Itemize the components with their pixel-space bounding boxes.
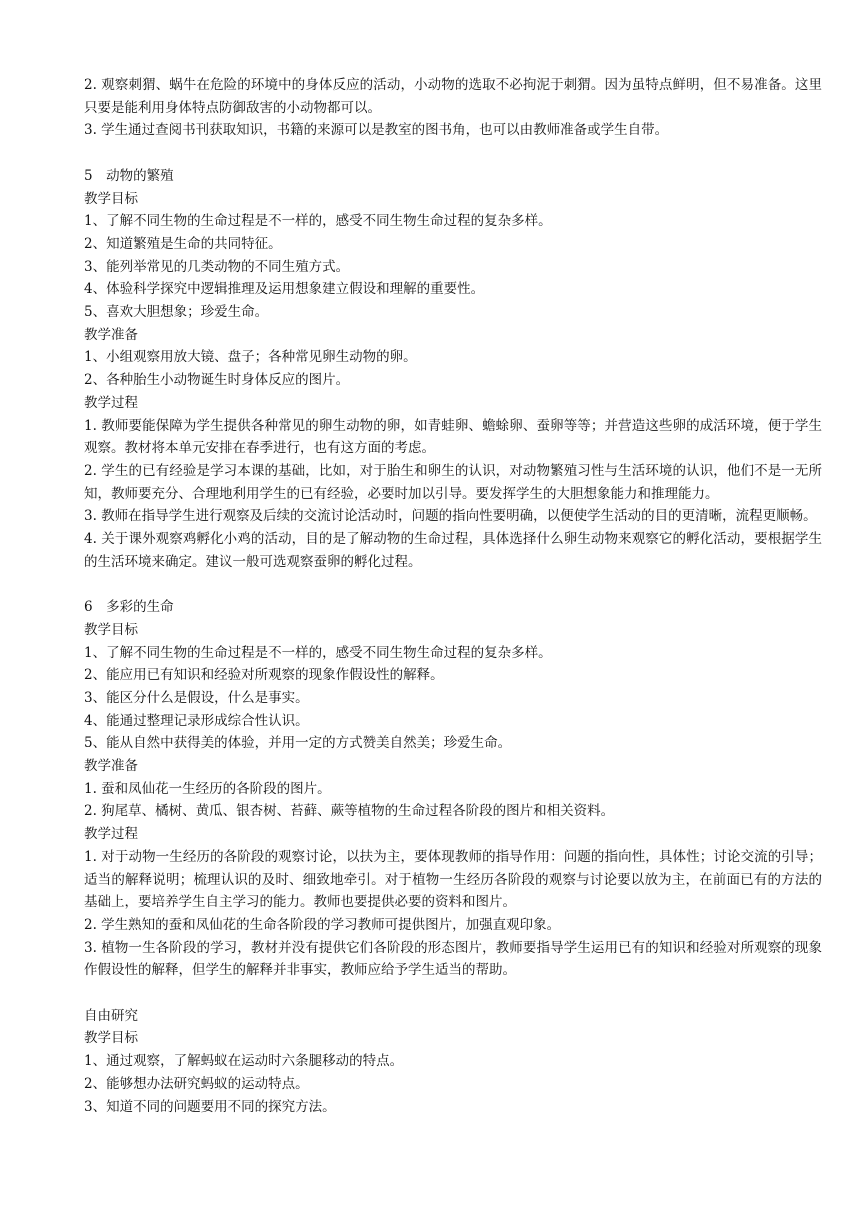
goals-heading: 教学目标 <box>84 1030 138 1047</box>
goal-item: 2、知道繁殖是生命的共同特征。 <box>84 235 282 252</box>
process-item: 2. 观察刺猬、蜗牛在危险的环境中的身体反应的活动，小动物的选取不必拘泥于刺猬。因为虽特点鲜明，但不易准备。这里只要是能利用身体特点防御敌害的小动物都可以。 <box>84 77 822 116</box>
prep-heading: 教学准备 <box>84 326 138 343</box>
process-item: 3. 植物一生各阶段的学习，教材并没有提供它们各阶段的形态图片，教师要指导学生运用已有的知识和经验对所观察的现象作假设性的解释，但学生的解释并非事实，教师应给予学生适当的帮助。 <box>84 939 822 979</box>
goals-heading: 教学目标 <box>84 190 138 207</box>
document-page <box>84 74 822 1118</box>
prep-item: 1. 蚕和凤仙花一生经历的各阶段的图片。 <box>84 780 331 797</box>
lesson-title: 6 多彩的生命 <box>84 599 174 616</box>
spacer <box>84 982 822 1005</box>
process-item: 2. 学生熟知的蚕和凤仙花的生命各阶段的学习教师可提供图片，加强直观印象。 <box>84 916 561 933</box>
lesson-5-section <box>84 165 822 574</box>
goal-item: 3、能区分什么是假设，什么是事实。 <box>84 689 309 706</box>
process-item: 2. 学生的已有经验是学习本课的基础，比如，对于胎生和卵生的认识，对动物繁殖习性与生活环境的认识，他们不是一无所知，教师要充分、合理地利用学生的已有经验，必要时加以引导。要发挥学生的大胆想象能力和推理能力。 <box>84 462 822 502</box>
goals-heading: 教学目标 <box>84 621 138 638</box>
spacer <box>84 573 822 596</box>
goal-item: 4、体验科学探究中逻辑推理及运用想象建立假设和理解的重要性。 <box>84 281 485 298</box>
lesson-6-section <box>84 596 822 982</box>
process-heading: 教学过程 <box>84 826 138 843</box>
goal-item: 2、能应用已有知识和经验对所观察的现象作假设性的解释。 <box>84 667 444 684</box>
lesson-title: 5 动物的繁殖 <box>84 167 174 184</box>
prep-heading: 教学准备 <box>84 758 138 775</box>
process-item: 1. 对于动物一生经历的各阶段的观察讨论，以扶为主，要体现教师的指导作用：问题的指向性，具体性；讨论交流的引导；适当的解释说明；梳理认识的及时、细致地牵引。对于植物一生经历各阶段的观察与讨论要以放为主，在前面已有的方法的基础上，要培养学生自主学习的能力。教师也要提供必要的资料和图片。 <box>84 848 822 911</box>
previous-lesson-process <box>84 74 822 142</box>
goal-item: 5、能从自然中获得美的体验，并用一定的方式赞美自然美；珍爱生命。 <box>84 735 512 752</box>
goal-item: 5、喜欢大胆想象；珍爱生命。 <box>84 304 269 321</box>
prep-item: 2. 狗尾草、橘树、黄瓜、银杏树、苔藓、蕨等植物的生命过程各阶段的图片和相关资料。 <box>84 803 615 820</box>
goal-item: 2、能够想办法研究蚂蚁的运动特点。 <box>84 1075 309 1092</box>
process-item: 3. 教师在指导学生进行观察及后续的交流讨论活动时，问题的指向性要明确，以便使学生活动的目的更清晰，流程更顺畅。 <box>84 508 817 525</box>
process-item: 4. 关于课外观察鸡孵化小鸡的活动，目的是了解动物的生命过程，具体选择什么卵生动物来观察它的孵化活动，要根据学生的生活环境来确定。建议一般可选观察蚕卵的孵化过程。 <box>84 531 822 570</box>
free-study-section <box>84 1005 822 1119</box>
goal-item: 3、知道不同的问题要用不同的探究方法。 <box>84 1098 336 1115</box>
prep-item: 1、小组观察用放大镜、盘子；各种常见卵生动物的卵。 <box>84 349 417 366</box>
spacer <box>84 142 822 165</box>
section-title: 自由研究 <box>84 1007 138 1024</box>
goal-item: 1、了解不同生物的生命过程是不一样的，感受不同生物生命过程的复杂多样。 <box>84 213 552 230</box>
process-item: 1. 教师要能保障为学生提供各种常见的卵生动物的卵，如青蛙卵、蟾蜍卵、蚕卵等等；并营造这些卵的成活环境，便于学生观察。教材将本单元安排在春季进行，也有这方面的考虑。 <box>84 417 822 457</box>
process-heading: 教学过程 <box>84 394 138 411</box>
goal-item: 4、能通过整理记录形成综合性认识。 <box>84 712 309 729</box>
goal-item: 1、通过观察，了解蚂蚁在运动时六条腿移动的特点。 <box>84 1053 404 1070</box>
prep-item: 2、各种胎生小动物诞生时身体反应的图片。 <box>84 372 350 389</box>
process-item: 3. 学生通过查阅书刊获取知识，书籍的来源可以是教室的图书角，也可以由教师准备或学生自带。 <box>84 122 669 139</box>
goal-item: 1、了解不同生物的生命过程是不一样的，感受不同生物生命过程的复杂多样。 <box>84 644 552 661</box>
goal-item: 3、能列举常见的几类动物的不同生殖方式。 <box>84 258 350 275</box>
